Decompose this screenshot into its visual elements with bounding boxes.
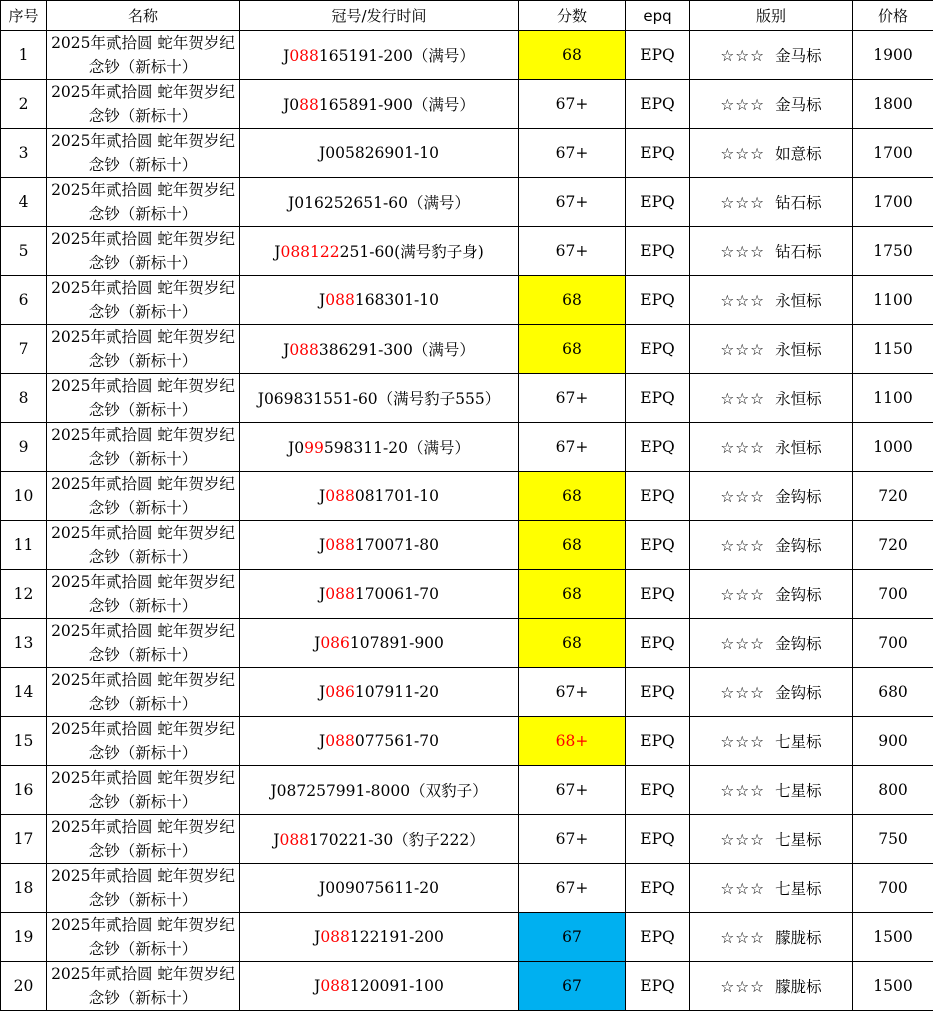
- row-epq: EPQ: [626, 374, 690, 423]
- row-version: [690, 129, 853, 178]
- header-epq: epq: [626, 1, 690, 31]
- table-row: [1, 815, 933, 864]
- row-score: 67+: [519, 423, 626, 472]
- row-score: 68: [519, 570, 626, 619]
- row-epq: EPQ: [626, 962, 690, 1011]
- row-index: 14: [1, 668, 47, 717]
- row-epq: EPQ: [626, 423, 690, 472]
- row-name: 2025年贰拾圆 蛇年贺岁纪念钞（新标十）: [47, 31, 240, 80]
- version-label: 金钩标: [775, 635, 822, 653]
- serial-highlight: 088: [279, 831, 309, 849]
- row-epq: EPQ: [626, 521, 690, 570]
- serial-highlight: 088: [325, 291, 355, 309]
- table-row: [1, 31, 933, 80]
- serial-highlight: 088: [289, 47, 319, 65]
- table-row: [1, 570, 933, 619]
- table-row: [1, 619, 933, 668]
- row-score: 67: [519, 962, 626, 1011]
- row-name: 2025年贰拾圆 蛇年贺岁纪念钞（新标十）: [47, 815, 240, 864]
- row-score: 67+: [519, 815, 626, 864]
- serial-suffix: 122191-200: [350, 928, 444, 946]
- star-rating-icon: ☆☆☆: [720, 586, 765, 604]
- row-score: 68: [519, 325, 626, 374]
- star-rating-icon: ☆☆☆: [720, 831, 765, 849]
- version-label: 永恒标: [775, 439, 822, 457]
- row-score: 67+: [519, 80, 626, 129]
- serial-prefix: J: [314, 928, 320, 946]
- row-serial: [240, 962, 519, 1011]
- row-price: 680: [853, 668, 933, 717]
- row-price: 1750: [853, 227, 933, 276]
- row-index: 6: [1, 276, 47, 325]
- row-name: 2025年贰拾圆 蛇年贺岁纪念钞（新标十）: [47, 717, 240, 766]
- row-price: 900: [853, 717, 933, 766]
- serial-prefix: J: [319, 732, 325, 750]
- row-price: 1000: [853, 423, 933, 472]
- serial-suffix: 165191-200（满号）: [319, 47, 475, 65]
- row-serial: [240, 913, 519, 962]
- table-row: [1, 423, 933, 472]
- row-version: [690, 80, 853, 129]
- serial-suffix: 077561-70: [355, 732, 439, 750]
- star-rating-icon: ☆☆☆: [720, 341, 765, 359]
- row-price: 700: [853, 570, 933, 619]
- row-version: [690, 913, 853, 962]
- table-row: [1, 962, 933, 1011]
- row-epq: EPQ: [626, 913, 690, 962]
- row-serial: [240, 864, 519, 913]
- row-serial: [240, 80, 519, 129]
- table-row: [1, 521, 933, 570]
- row-score: 68: [519, 619, 626, 668]
- table-body: [1, 31, 933, 1011]
- table-row: [1, 864, 933, 913]
- version-label: 永恒标: [775, 292, 822, 310]
- star-rating-icon: ☆☆☆: [720, 635, 765, 653]
- row-serial: [240, 619, 519, 668]
- row-name: 2025年贰拾圆 蛇年贺岁纪念钞（新标十）: [47, 472, 240, 521]
- row-name: 2025年贰拾圆 蛇年贺岁纪念钞（新标十）: [47, 80, 240, 129]
- serial-prefix: J069831551-60（满号豹子555）: [258, 390, 501, 408]
- row-serial: [240, 31, 519, 80]
- row-epq: EPQ: [626, 227, 690, 276]
- row-price: 1800: [853, 80, 933, 129]
- row-price: 1900: [853, 31, 933, 80]
- row-version: [690, 325, 853, 374]
- row-epq: EPQ: [626, 766, 690, 815]
- serial-highlight: 99: [304, 439, 324, 457]
- row-price: 750: [853, 815, 933, 864]
- row-version: [690, 717, 853, 766]
- version-label: 七星标: [775, 831, 822, 849]
- row-version: [690, 31, 853, 80]
- star-rating-icon: ☆☆☆: [720, 880, 765, 898]
- serial-highlight: 088: [289, 341, 319, 359]
- row-index: 13: [1, 619, 47, 668]
- row-serial: [240, 570, 519, 619]
- row-price: 1100: [853, 276, 933, 325]
- star-rating-icon: ☆☆☆: [720, 145, 765, 163]
- row-serial: [240, 227, 519, 276]
- row-epq: EPQ: [626, 619, 690, 668]
- row-index: 1: [1, 31, 47, 80]
- version-label: 七星标: [775, 733, 822, 751]
- header-serial: 冠号/发行时间: [240, 1, 519, 31]
- row-epq: EPQ: [626, 815, 690, 864]
- serial-prefix: J: [319, 487, 325, 505]
- header-name: 名称: [47, 1, 240, 31]
- row-epq: EPQ: [626, 472, 690, 521]
- row-price: 720: [853, 521, 933, 570]
- row-index: 5: [1, 227, 47, 276]
- row-epq: EPQ: [626, 717, 690, 766]
- row-version: [690, 423, 853, 472]
- row-price: 1500: [853, 962, 933, 1011]
- star-rating-icon: ☆☆☆: [720, 390, 765, 408]
- serial-suffix: 598311-20（满号）: [324, 439, 470, 457]
- row-price: 1700: [853, 129, 933, 178]
- row-serial: [240, 766, 519, 815]
- row-index: 11: [1, 521, 47, 570]
- serial-suffix: 251-60(满号豹子身): [340, 243, 484, 261]
- row-name: 2025年贰拾圆 蛇年贺岁纪念钞（新标十）: [47, 668, 240, 717]
- star-rating-icon: ☆☆☆: [720, 782, 765, 800]
- row-epq: EPQ: [626, 80, 690, 129]
- star-rating-icon: ☆☆☆: [720, 488, 765, 506]
- star-rating-icon: ☆☆☆: [720, 96, 765, 114]
- row-price: 1700: [853, 178, 933, 227]
- serial-prefix: J: [314, 977, 320, 995]
- row-version: [690, 815, 853, 864]
- star-rating-icon: ☆☆☆: [720, 684, 765, 702]
- row-index: 7: [1, 325, 47, 374]
- star-rating-icon: ☆☆☆: [720, 47, 765, 65]
- serial-prefix: J005826901-10: [319, 144, 439, 162]
- row-serial: [240, 717, 519, 766]
- row-score: 68+: [519, 717, 626, 766]
- row-version: [690, 766, 853, 815]
- row-serial: [240, 325, 519, 374]
- row-index: 12: [1, 570, 47, 619]
- row-name: 2025年贰拾圆 蛇年贺岁纪念钞（新标十）: [47, 325, 240, 374]
- table-row: [1, 913, 933, 962]
- serial-prefix: J: [274, 243, 280, 261]
- row-version: [690, 619, 853, 668]
- version-label: 如意标: [775, 145, 822, 163]
- row-score: 67+: [519, 766, 626, 815]
- table-row: [1, 717, 933, 766]
- row-index: 19: [1, 913, 47, 962]
- serial-suffix: 120091-100: [350, 977, 444, 995]
- row-epq: EPQ: [626, 570, 690, 619]
- row-score: 68: [519, 521, 626, 570]
- row-name: 2025年贰拾圆 蛇年贺岁纪念钞（新标十）: [47, 129, 240, 178]
- row-epq: EPQ: [626, 129, 690, 178]
- header-row: [1, 1, 933, 31]
- serial-suffix: 107911-20: [355, 683, 439, 701]
- table-row: [1, 325, 933, 374]
- row-price: 700: [853, 619, 933, 668]
- row-score: 67+: [519, 374, 626, 423]
- table-row: [1, 374, 933, 423]
- serial-highlight: 088: [325, 536, 355, 554]
- row-name: 2025年贰拾圆 蛇年贺岁纪念钞（新标十）: [47, 423, 240, 472]
- table-row: [1, 276, 933, 325]
- row-version: [690, 962, 853, 1011]
- version-label: 金钩标: [775, 586, 822, 604]
- serial-prefix: J: [283, 47, 289, 65]
- star-rating-icon: ☆☆☆: [720, 929, 765, 947]
- row-name: 2025年贰拾圆 蛇年贺岁纪念钞（新标十）: [47, 619, 240, 668]
- serial-suffix: 170071-80: [355, 536, 439, 554]
- serial-suffix: 107891-900: [350, 634, 444, 652]
- serial-prefix: J: [319, 585, 325, 603]
- row-serial: [240, 374, 519, 423]
- row-epq: EPQ: [626, 178, 690, 227]
- row-score: 67+: [519, 178, 626, 227]
- serial-highlight: 088: [325, 732, 355, 750]
- row-epq: EPQ: [626, 31, 690, 80]
- row-score: 68: [519, 472, 626, 521]
- serial-highlight: 088: [320, 977, 350, 995]
- row-score: 68: [519, 31, 626, 80]
- row-version: [690, 374, 853, 423]
- star-rating-icon: ☆☆☆: [720, 537, 765, 555]
- row-name: 2025年贰拾圆 蛇年贺岁纪念钞（新标十）: [47, 374, 240, 423]
- serial-highlight: 88: [299, 96, 319, 114]
- row-index: 9: [1, 423, 47, 472]
- row-version: [690, 227, 853, 276]
- row-serial: [240, 815, 519, 864]
- version-label: 金钩标: [775, 684, 822, 702]
- row-epq: EPQ: [626, 276, 690, 325]
- row-price: 1500: [853, 913, 933, 962]
- serial-prefix: J: [319, 683, 325, 701]
- star-rating-icon: ☆☆☆: [720, 243, 765, 261]
- row-serial: [240, 668, 519, 717]
- serial-prefix: J016252651-60（满号）: [288, 194, 470, 212]
- row-name: 2025年贰拾圆 蛇年贺岁纪念钞（新标十）: [47, 864, 240, 913]
- row-name: 2025年贰拾圆 蛇年贺岁纪念钞（新标十）: [47, 962, 240, 1011]
- table-row: [1, 129, 933, 178]
- row-index: 16: [1, 766, 47, 815]
- version-label: 钻石标: [775, 243, 822, 261]
- row-index: 8: [1, 374, 47, 423]
- serial-suffix: 386291-300（满号）: [319, 341, 475, 359]
- row-version: [690, 276, 853, 325]
- serial-highlight: 086: [320, 634, 350, 652]
- version-label: 朦胧标: [775, 929, 822, 947]
- serial-prefix: J: [319, 536, 325, 554]
- serial-highlight: 088: [325, 585, 355, 603]
- table-row: [1, 472, 933, 521]
- version-label: 朦胧标: [775, 978, 822, 996]
- version-label: 永恒标: [775, 390, 822, 408]
- serial-highlight: 088122: [280, 243, 339, 261]
- row-index: 4: [1, 178, 47, 227]
- row-score: 67+: [519, 668, 626, 717]
- serial-highlight: 088: [325, 487, 355, 505]
- row-index: 2: [1, 80, 47, 129]
- serial-prefix: J009075611-20: [319, 879, 439, 897]
- row-score: 67: [519, 913, 626, 962]
- row-name: 2025年贰拾圆 蛇年贺岁纪念钞（新标十）: [47, 227, 240, 276]
- row-version: [690, 570, 853, 619]
- row-index: 10: [1, 472, 47, 521]
- row-serial: [240, 276, 519, 325]
- version-label: 钻石标: [775, 194, 822, 212]
- row-version: [690, 178, 853, 227]
- row-serial: [240, 521, 519, 570]
- row-index: 17: [1, 815, 47, 864]
- table-row: [1, 227, 933, 276]
- table-row: [1, 668, 933, 717]
- header-score: 分数: [519, 1, 626, 31]
- version-label: 金钩标: [775, 537, 822, 555]
- version-label: 永恒标: [775, 341, 822, 359]
- serial-prefix: J0: [288, 439, 304, 457]
- row-score: 67+: [519, 129, 626, 178]
- serial-prefix: J087257991-8000（双豹子）: [270, 782, 487, 800]
- serial-prefix: J: [273, 831, 279, 849]
- row-version: [690, 864, 853, 913]
- header-index: 序号: [1, 1, 47, 31]
- serial-suffix: 165891-900（满号）: [319, 96, 475, 114]
- serial-suffix: 081701-10: [355, 487, 439, 505]
- star-rating-icon: ☆☆☆: [720, 439, 765, 457]
- header-version: 版别: [690, 1, 853, 31]
- star-rating-icon: ☆☆☆: [720, 194, 765, 212]
- header-price: 价格: [853, 1, 933, 31]
- serial-suffix: 168301-10: [355, 291, 439, 309]
- table-row: [1, 178, 933, 227]
- row-index: 20: [1, 962, 47, 1011]
- version-label: 金马标: [775, 47, 822, 65]
- row-index: 3: [1, 129, 47, 178]
- row-version: [690, 521, 853, 570]
- table-row: [1, 80, 933, 129]
- serial-suffix: 170221-30（豹子222）: [309, 831, 485, 849]
- row-name: 2025年贰拾圆 蛇年贺岁纪念钞（新标十）: [47, 766, 240, 815]
- row-price: 1150: [853, 325, 933, 374]
- row-name: 2025年贰拾圆 蛇年贺岁纪念钞（新标十）: [47, 521, 240, 570]
- row-name: 2025年贰拾圆 蛇年贺岁纪念钞（新标十）: [47, 276, 240, 325]
- version-label: 金钩标: [775, 488, 822, 506]
- star-rating-icon: ☆☆☆: [720, 978, 765, 996]
- row-price: 720: [853, 472, 933, 521]
- row-price: 700: [853, 864, 933, 913]
- row-epq: EPQ: [626, 325, 690, 374]
- row-index: 18: [1, 864, 47, 913]
- table-row: [1, 766, 933, 815]
- version-label: 金马标: [775, 96, 822, 114]
- row-price: 800: [853, 766, 933, 815]
- row-index: 15: [1, 717, 47, 766]
- row-epq: EPQ: [626, 864, 690, 913]
- star-rating-icon: ☆☆☆: [720, 292, 765, 310]
- row-name: 2025年贰拾圆 蛇年贺岁纪念钞（新标十）: [47, 913, 240, 962]
- row-serial: [240, 178, 519, 227]
- serial-highlight: 086: [325, 683, 355, 701]
- row-version: [690, 472, 853, 521]
- serial-suffix: 170061-70: [355, 585, 439, 603]
- version-label: 七星标: [775, 782, 822, 800]
- serial-prefix: J0: [283, 96, 299, 114]
- row-name: 2025年贰拾圆 蛇年贺岁纪念钞（新标十）: [47, 178, 240, 227]
- serial-prefix: J: [319, 291, 325, 309]
- row-score: 67+: [519, 864, 626, 913]
- serial-highlight: 088: [320, 928, 350, 946]
- row-score: 67+: [519, 227, 626, 276]
- star-rating-icon: ☆☆☆: [720, 733, 765, 751]
- row-price: 1100: [853, 374, 933, 423]
- row-serial: [240, 423, 519, 472]
- version-label: 七星标: [775, 880, 822, 898]
- row-epq: EPQ: [626, 668, 690, 717]
- row-serial: [240, 472, 519, 521]
- serial-prefix: J: [314, 634, 320, 652]
- row-name: 2025年贰拾圆 蛇年贺岁纪念钞（新标十）: [47, 570, 240, 619]
- row-serial: [240, 129, 519, 178]
- row-score: 68: [519, 276, 626, 325]
- serial-prefix: J: [283, 341, 289, 359]
- row-version: [690, 668, 853, 717]
